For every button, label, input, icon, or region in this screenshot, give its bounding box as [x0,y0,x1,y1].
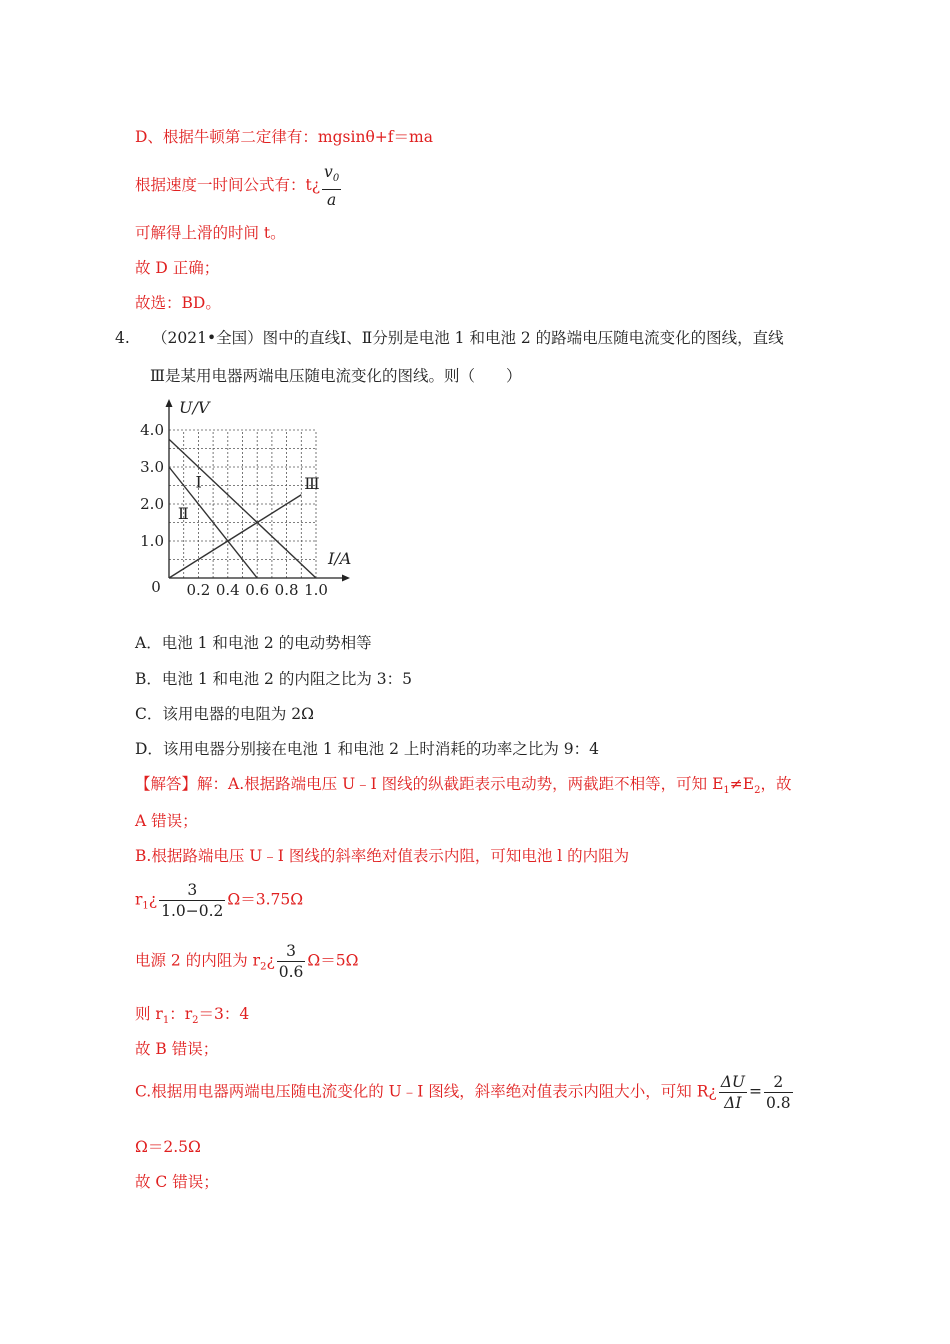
answer-tag: 【解答】 [135,775,198,793]
x-tick-label: 1.0 [304,581,328,599]
d-prev-line2 [135,162,343,210]
d-prev-line5: 故选：BD。 [135,294,221,312]
r2-fraction: $\frac{3}{0.6}$ [278,942,304,981]
answer-a-line2: A 错误； [135,812,198,830]
option-b: B．电池 1 和电池 2 的内阻之比为 3：5 [135,670,412,688]
answer-c-line1: C.根据用电器两端电压随电流变化的 U﹣I 图线，斜率绝对值表示内阻大小，可知 R¿ $\frac{\Delta U}{\Delta I}$ = $\frac{2}{0.8}$ [135,1073,791,1112]
y-tick-label: 2.0 [140,495,164,513]
option-d: D．该用电器分别接在电池 1 和电池 2 上时消耗的功率之比为 9：4 [135,740,600,758]
origin-label: 0 [151,578,161,596]
y-tick-label: 4.0 [140,421,164,439]
answer-c-end: 故 C 错误； [135,1173,219,1191]
answer-r1: $r_1¿$ $\frac{3}{1.0-0.2}$ Ω＝3.75Ω [135,881,304,920]
x-tick-label: 0.6 [245,581,270,599]
series-label: Ⅱ [177,503,189,523]
d-prev-line4: 故 D 正确； [135,259,220,277]
x-axis-arrow [342,575,350,582]
x-axis-label: I/A [328,549,352,568]
frac-num: v [324,163,333,181]
answer-ratio: 则 $r_1$：$r_2=3$：4 [135,1005,250,1027]
option-c: C．该用电器的电阻为 2Ω [135,705,314,723]
u-i-chart [130,393,370,608]
answer-a-line1: 【解答】解：A.根据路端电压 U﹣I 图线的纵截距表示电动势，两截距不相等，可知 $E_1\ne E_2$，故 [135,775,792,797]
series-label: Ⅰ [195,472,202,492]
x-tick-label: 0.4 [215,581,240,599]
y-tick-label: 1.0 [140,532,164,550]
d-prev-line3: 可解得上滑的时间 t。 [135,224,286,242]
answer-r2: 电源 2 的内阻为 $r_2¿$ $\frac{3}{0.6}$ Ω＝5Ω [135,942,359,981]
two-over-08-fraction: $\frac{2}{0.8}$ [765,1073,791,1112]
frac-den: a [322,189,341,210]
answer-c-line2: Ω＝2.5Ω [135,1138,201,1156]
question-stem-line2: Ⅲ是某用电器两端电压随电流变化的图线。则（ ） [150,367,522,385]
series-line [169,495,301,578]
question-number: 4. [115,329,130,347]
y-axis-arrow [166,399,173,407]
x-tick-label: 0.8 [274,581,299,599]
y-tick-label: 3.0 [140,458,164,476]
d-prev-line1: D、根据牛顿第二定律有：mgsinθ+f＝ma [135,128,433,146]
question-stem-line1: （2021•全国）图中的直线Ⅰ、Ⅱ分别是电池 1 和电池 2 的路端电压随电流变化的图线，直线 [152,329,784,347]
x-tick-label: 0.2 [186,581,211,599]
d-prev-line2-prefix: 根据速度一时间公式有：t¿ [135,176,321,195]
option-a: A．电池 1 和电池 2 的电动势相等 [135,634,372,652]
answer-b-line1: B.根据路端电压 U﹣I 图线的斜率绝对值表示内阻，可知电池 l 的内阻为 [135,847,630,865]
y-axis-label: U/V [179,398,210,417]
du-di-fraction: $\frac{\Delta U}{\Delta I}$ [720,1073,745,1112]
frac-num-sub: 0 [332,173,340,185]
series-label: Ⅲ [304,474,320,494]
answer-b-end: 故 B 错误； [135,1040,219,1058]
r1-fraction: $\frac{3}{1.0-0.2}$ [161,881,224,920]
v0-over-a-fraction [322,162,341,210]
